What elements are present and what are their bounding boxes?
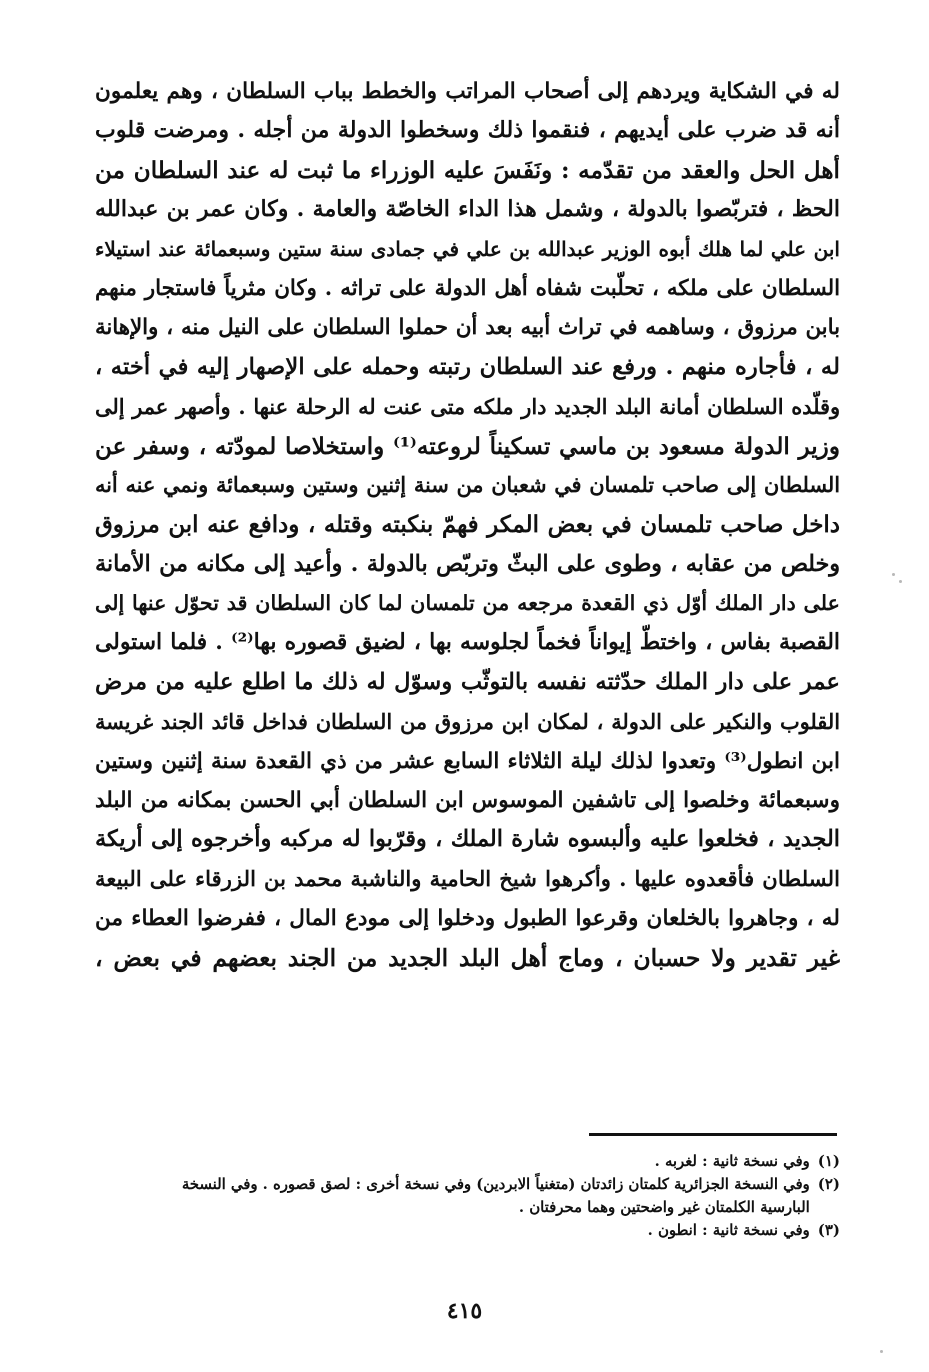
page-number: ٤١٥	[446, 1298, 483, 1324]
text-line: السلطان على ملكه ، تحلّبت شفاه أهل الدولة على تراثه . وكان مثرياً فاستجار منهم	[95, 275, 840, 301]
text-line: وسبعمائة وخلصوا إلى تاشفين الموسوس ابن السلطان أبي الحسن بمكانه من البلد	[95, 788, 840, 814]
footnotes	[95, 1150, 840, 1242]
footnote	[95, 1173, 840, 1219]
text-line: ابن انطول⁽³⁾ وتعدوا لذلك ليلة الثلاثاء السابع عشر من ذي القعدة سنة إثنين وستين	[95, 748, 841, 774]
scan-speck	[892, 573, 895, 576]
text-line: عمر على دار الملك حدّثته نفسه بالتوثّب وسوّل له ذلك ما اطلع عليه من مرض	[95, 668, 840, 695]
text-line: الحظ ، فتربّصوا بالدولة ، وشمل هذا الداء الخاصّة والعامة . وكان عمر بن عبدالله	[95, 196, 840, 223]
text-line: غير تقدير ولا حسبان ، وماج أهل البلد الجديد من الجند بعضهم في بعض ،	[95, 943, 840, 972]
footnote-line: وفي نسخة ثانية : لغربه .	[654, 1153, 810, 1170]
footnote	[95, 1150, 840, 1173]
scan-speck	[880, 1350, 883, 1353]
footnote-body	[95, 1219, 810, 1242]
text-line: له ، فأجاره منهم . ورفع عند السلطان رتبته وحمله على الإصهار إليه في أخته ،	[95, 353, 840, 380]
footnote-body	[95, 1173, 810, 1219]
text-line: السلطان فأقعدوه عليها . وأكرهوا شيخ الحامية والناشبة محمد بن الزرقاء على البيعة	[95, 866, 840, 892]
text-line: له ، وجاهروا بالخلعان وقرعوا الطبول ودخلوا إلى مودع المال ، ففرضوا العطاء من	[95, 906, 840, 932]
footnote-body	[95, 1150, 810, 1173]
text-line: وقلّده السلطان أمانة البلد الجديد دار ملكه متى عنت له الرحلة عنها . وأصهر عمر إلى	[95, 394, 840, 420]
text-line: وخلص من عقابه ، وطوى على البثّ وتربّص بالدولة . وأعيد إلى مكانه من الأمانة	[95, 550, 840, 577]
text-line: القصبة بفاس ، واختطّ إيواناً فخماً لجلوسه بها ، لضيق قصوره بها⁽²⁾ . فلما استولى	[95, 630, 840, 656]
text-line: أهل الحل والعقد من تقدّمه : ونَفَسَ عليه الوزراء ما ثبت له عند السلطان من	[95, 156, 840, 184]
footnote-separator	[589, 1133, 837, 1136]
footnote-line: وفي نسخة ثانية : انطون .	[647, 1222, 810, 1239]
text-line: على دار الملك أوّل ذي القعدة مرجعه من تلمسان لما كان السلطان قد تحوّل عنها إلى	[95, 591, 840, 616]
text-line: أنه قد ضرب على أيديهم ، فنقموا ذلك وسخطوا الدولة من أجله . ومرضت قلوب	[95, 117, 840, 144]
text-line: بابن مرزوق ، وساهمه في تراث أبيه بعد أن حملوا السلطان على النيل منه ، والإهانة	[95, 315, 840, 341]
text-line: ابن علي لما هلك أبوه الوزير عبدالله بن علي في جمادى سنة ستين وسبعمائة عند استيلاء	[95, 236, 840, 261]
footnote-number: (٢)	[817, 1175, 840, 1193]
footnote-number: (١)	[817, 1152, 840, 1170]
footnote-line: البارسية الكلمتان غير واضحتين وهما محرفتان .	[518, 1199, 810, 1216]
footnote-number: (٣)	[817, 1221, 840, 1239]
text-line: داخل صاحب تلمسان في بعض المكر فهمّ بنكبته وقتله ، ودافع عنه ابن مرزوق	[95, 511, 840, 539]
text-line: له في الشكاية ويردهم إلى أصحاب المراتب والخطط بباب السلطان ، وهم يعلمون	[95, 79, 840, 104]
main-text-body	[95, 72, 840, 978]
text-line: وزير الدولة مسعود بن ماسي تسكيناً لروعته⁽¹⁾ واستخلاصا لمودّته ، وسفر عن	[95, 432, 840, 460]
text-line: الجديد ، فخلعوا عليه وألبسوه شارة الملك ، وقرّبوا له مركبه وأخرجوه إلى أريكة	[95, 826, 840, 853]
text-line: القلوب والنكير على الدولة ، لمكان ابن مرزوق من السلطان فداخل قائد الجند غريسة	[95, 709, 840, 735]
footnote	[95, 1219, 840, 1242]
scan-speck	[899, 580, 902, 583]
text-line: السلطان إلى صاحب تلمسان في شعبان من سنة إثنين وستين وسبعمائة ونمي عنه أنه	[95, 472, 840, 497]
footnote-line: وفي النسخة الجزائرية كلمتان زائدتان (متغنياً الابردين) وفي نسخة أخرى : لصق قصوره . وفي النسخة	[181, 1176, 810, 1193]
